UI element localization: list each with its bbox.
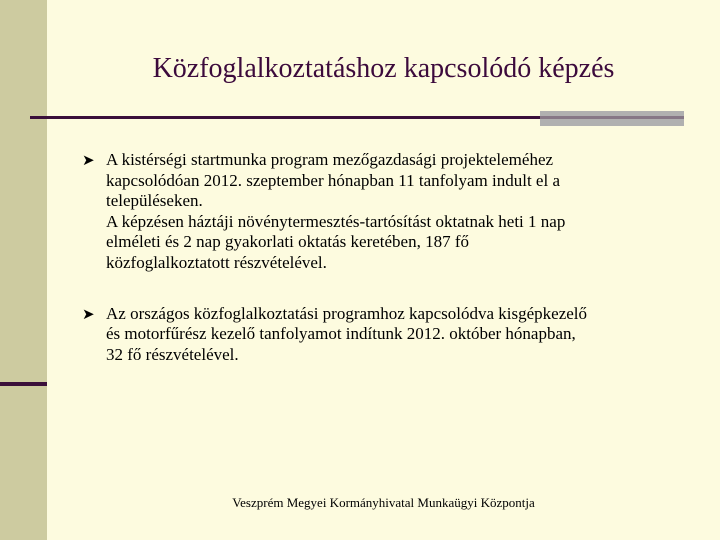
arrow-bullet-icon: ➤	[82, 304, 95, 323]
left-bar-accent-line	[0, 382, 47, 386]
bullet-text: Az országos közfoglalkoztatási programhoz kapcsolódva kisgépkezelő és motorfűrész kezelő tanfolyamot indítunk 2012. október hónapban, 32 fő részvételével.	[106, 303, 588, 364]
title-rule	[30, 116, 540, 119]
slide-footer: Veszprém Megyei Kormányhivatal Munkaügyi Központja	[232, 495, 535, 510]
slide-title: Közfoglalkoztatáshoz kapcsolódó képzés	[152, 53, 615, 84]
bullet-item-machine-operator-course	[82, 304, 682, 366]
left-decorative-bar	[0, 0, 47, 540]
title-rule-accent-line	[540, 116, 684, 119]
arrow-bullet-icon: ➤	[82, 151, 95, 169]
bullet-text: A kistérségi startmunka program mezőgazdasági projekteleméhez kapcsolódóan 2012. szeptember hónapban 11 tanfolyam indult el a településeken. A képzésen háztáji növénytermesztés-tartósítást oktatnak heti 1 nap elméleti és 2 nap gyakorlati oktatás keretében, 187 fő közfoglalkoztatott részvételével.	[106, 150, 566, 272]
bullet-item-training-courses	[82, 150, 682, 274]
bullet-list	[82, 150, 682, 395]
